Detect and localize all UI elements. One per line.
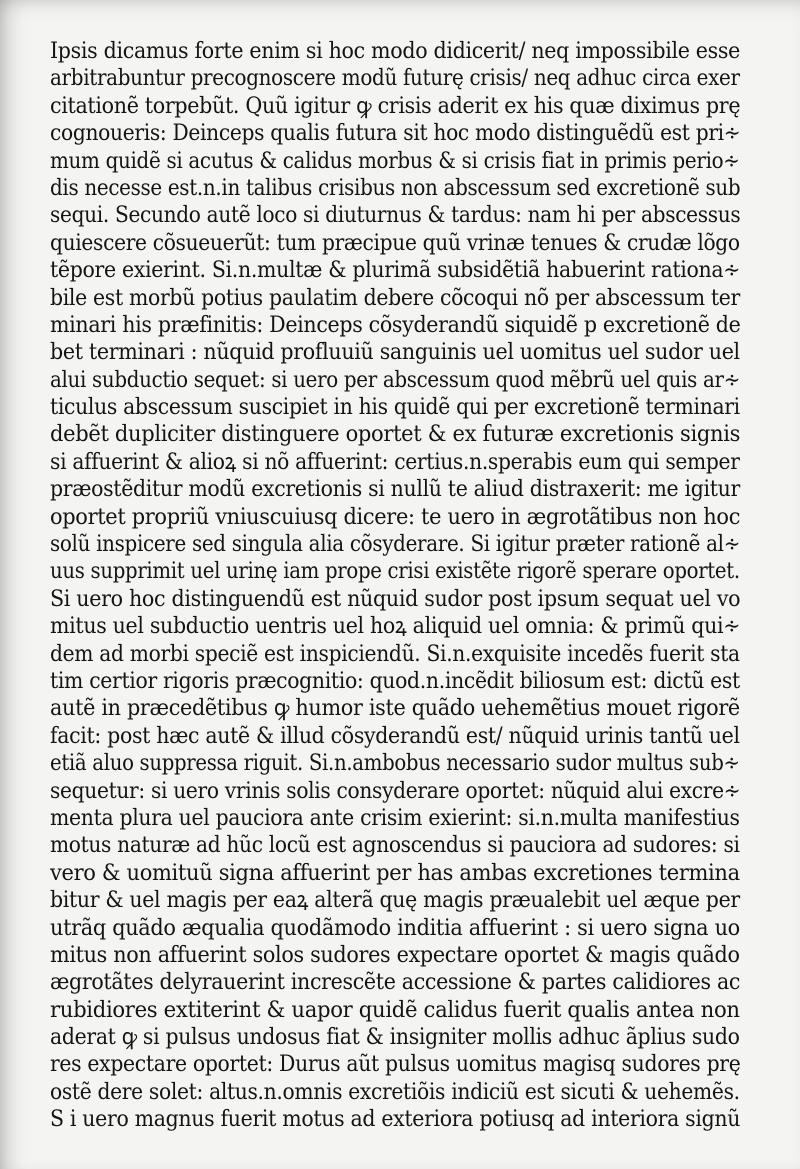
text-line: menta plura uel pauciora ante crisim exierint: si.n.multa manifestius [50,805,740,831]
text-line: solũ inspicere sed singula alia cõsyderare. Si igitur præter rationẽ al∻ [50,532,741,558]
text-line: ægrotãtes delyrauerint increscẽte accessione & partes calidiores ac [50,970,741,996]
text-line: arbitrabuntur precognoscere modũ futurę crisis/ neq adhuc circa exer [50,66,740,92]
text-line: vero & uomituũ signa affuerint per has ambas excretiones termina [50,860,740,886]
text-line: præostẽditur modũ excretionis si nullũ te aliud distraxerit: me igitur [50,477,740,503]
text-line: res expectare oportet: Durus aũt pulsus uomitus magisq sudores prę [50,1052,741,1078]
text-line: etiã aluo suppressa riguit. Si.n.ambobus necessario sudor multus sub∻ [50,751,740,777]
text-line: quiescere cõsueuerũt: tum præcipue quũ vrinæ tenues & crudæ lõgo [50,230,740,256]
text-line: facit: post hæc autẽ & illud cõsyderandũ est/ nũquid urinis tantũ uel [50,723,740,749]
text-line: S i uero magnus fuerit motus ad exteriora potiusq ad interiora signũ [50,1107,741,1133]
text-line: minari his præfinitis: Deinceps cõsyderandũ siquidẽ p excretionẽ de [50,312,741,338]
text-line: ostẽ dere solet: altus.n.omnis excretiõis indiciũ est sicuti & uehemẽs. [50,1079,740,1105]
text-line: bile est morbũ potius paulatim debere cõcoqui nõ per abscessum ter [50,285,740,311]
text-line: tim certior rigoris præcognitio: quod.n.incẽdit biliosum est: dictũ est [50,668,740,694]
text-line: si affuerint & alioꝝ si nõ affuerint: certius.n.sperabis eum qui semper [50,449,740,475]
text-line: cognoueris: Deinceps qualis futura sit hoc modo distinguẽdũ est pri∻ [50,121,741,147]
text-line: uus supprimit uel urinę iam prope crisi existẽte rigorẽ sperare oportet. [50,559,740,585]
text-line: bet terminari : nũquid profluuiũ sanguinis uel uomitus uel sudor uel [50,340,740,366]
text-line: sequi. Secundo autẽ loco si diuturnus & tardus: nam hi per abscessus [50,203,741,229]
text-line: bitur & uel magis per eaꝝ alterã quę magis præualebit uel æque per [50,888,740,914]
text-line: rubidiores extiterint & uapor quidẽ calidus fuerit qualis antea non [50,997,740,1023]
text-line: utrãq quãdo æqualia quodãmodo inditia affuerint : si uero signa uo [50,915,740,941]
text-line: autẽ in præcedẽtibus ꝙ humor iste quãdo uehemẽtius mouet rigorẽ [50,696,740,722]
text-line: debẽt dupliciter distinguere oportet & ex futuræ excretionis signis [50,422,741,448]
text-line: motus naturæ ad hũc locũ est agnoscendus si pauciora ad sudores: si [50,833,740,859]
text-line: sequetur: si uero vrinis solis consyderare oportet: nũquid alui excre∻ [50,778,741,804]
text-line: dem ad morbi speciẽ est inspiciendũ. Si.n.exquisite incedẽs fuerit sta [50,641,740,667]
text-line: ticulus abscessum suscipiet in his quidẽ qui per excretionẽ terminari [50,395,740,421]
text-line: Si uero hoc distinguendũ est nũquid sudor post ipsum sequat uel vo [50,586,741,612]
text-line: oportet propriũ vniuscuiusq dicere: te uero in ægrotãtibus non hoc [50,504,741,530]
text-line: alui subductio sequet: si uero per abscessum quod mẽbrũ uel quis ar∻ [50,367,741,393]
text-line: mitus non affuerint solos sudores expectare oportet & magis quãdo [50,942,740,968]
text-line: citationẽ torpebũt. Quũ igitur ꝙ crisis aderit ex his quæ diximus prę [50,93,741,119]
latin-text-block [50,38,740,1134]
text-line: Ipsis dicamus forte enim si hoc modo didicerit/ neq impossibile esse [50,39,741,64]
text-line: mum quidẽ si acutus & calidus morbus & si crisis fiat in primis perio∻ [50,148,740,174]
text-line: aderat ꝙ si pulsus undosus fiat & insigniter mollis adhuc ãplius sudo [50,1025,740,1051]
text-line: tẽpore exierint. Si.n.multæ & plurimã subsidẽtiã habuerint rationa∻ [50,258,741,284]
text-line: mitus uel subductio uentris uel hoꝝ aliquid uel omnia: & primũ qui∻ [50,614,741,640]
text-line: dis necesse est.n.in talibus crisibus non abscessum sed excretionẽ sub [50,175,741,201]
